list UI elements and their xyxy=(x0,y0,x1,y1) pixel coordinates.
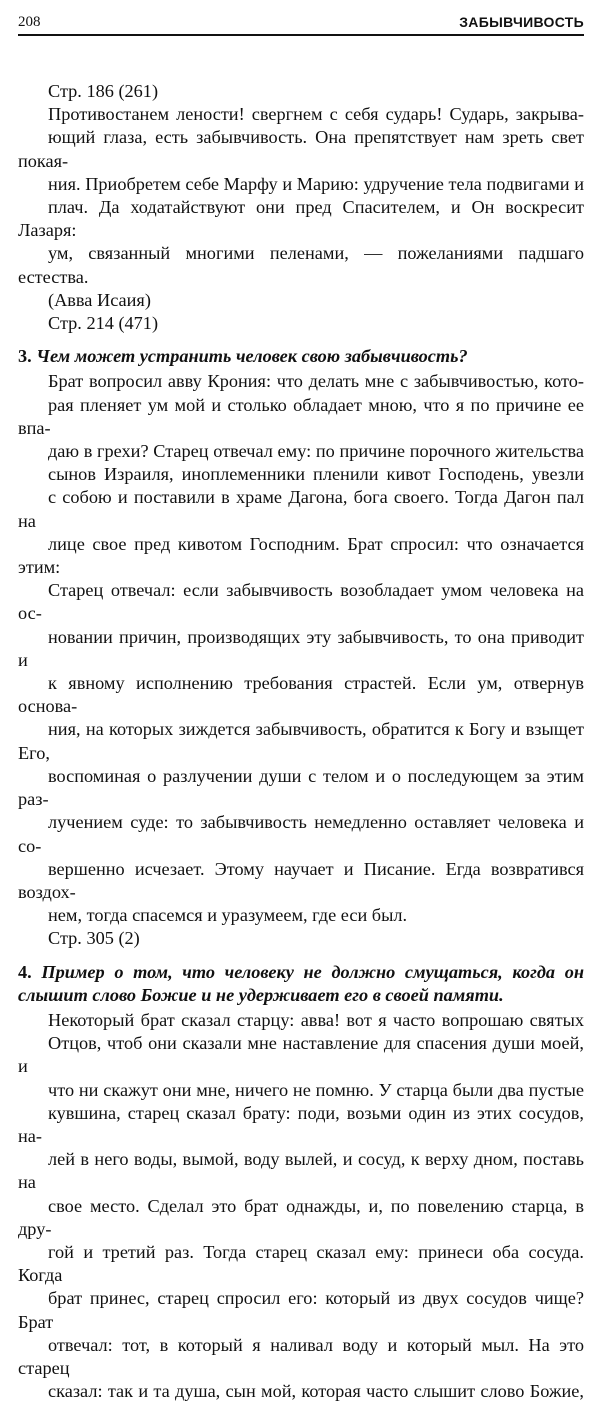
page-number: 208 xyxy=(18,14,41,30)
text-line: Противостанем лености! свергнем с себя сударь! Сударь, закрыва- xyxy=(48,104,584,125)
text-line: лей в него воды, вымой, воду вылей, и сосуд, к верху дном, поставь на xyxy=(18,1149,584,1193)
source-reference: Стр. 214 (471) xyxy=(48,313,159,334)
heading-text: Чем может устранить человек свою забывчивость? xyxy=(36,346,468,367)
paragraph-1 xyxy=(18,103,584,312)
text-line: рая пленяет ум мой и столько обладает мною, что я по причине ее впа- xyxy=(18,394,584,438)
source-reference: Стр. 305 (2) xyxy=(48,928,140,949)
section-title: ЗАБЫВЧИВОСТЬ xyxy=(459,14,584,30)
text-line: сказал: так и та душа, сын мой, которая часто слышит слово Божие, xyxy=(48,1381,584,1402)
section-heading-3 xyxy=(18,345,584,368)
running-header xyxy=(18,8,584,36)
text-line: Некоторый брат сказал старцу: авва! вот я часто вопрошаю святых xyxy=(48,1009,584,1030)
text-line: Старец отвечал: если забывчивость возобладает умом человека на ос- xyxy=(18,580,584,624)
text-line: (Авва Исаия) xyxy=(48,289,151,310)
text-line: даю в грехи? Старец отвечал ему: по причине порочного жительства xyxy=(48,441,584,462)
text-line: свое место. Сделал это брат однажды, и, по повелению старца, в дру- xyxy=(18,1195,584,1239)
text-line: кувшина, старец сказал брату: поди, возьми один из этих сосудов, на- xyxy=(18,1102,584,1146)
text-line: ум, связанный многими пеленами, — пожеланиями падшаго естества. xyxy=(18,243,584,287)
heading-text: Пример о том, что человеку не должно смущаться, когда он xyxy=(41,961,584,982)
source-reference: Стр. 186 (261) xyxy=(48,81,159,101)
text-line: отвечал: тот, в который я наливал воду и который мыл. На это старец xyxy=(18,1334,584,1378)
text-line: брат принес, старец спросил его: который из двух сосудов чище? Брат xyxy=(18,1288,584,1332)
heading-line: слышит слово Божие и не удерживает его в своей памяти. xyxy=(18,984,504,1005)
text-line: лице свое пред кивотом Господним. Брат спросил: что означается этим: xyxy=(18,533,584,578)
paragraph-2 xyxy=(18,370,584,927)
text-line: ния. Приобретем себе Марфу и Марию: удручение тела подвигами и xyxy=(48,173,584,194)
text-line: гой и третий раз. Тогда старец сказал ему: принеси оба сосуда. Когда xyxy=(18,1241,584,1286)
text-line: вершенно исчезает. Этому научает и Писание. Егда возвратився воздох- xyxy=(18,858,584,902)
text-line: с собою и поставили в храме Дагона, бога своего. Тогда Дагон пал на xyxy=(18,487,584,531)
section-heading-4 xyxy=(18,961,584,1007)
paragraph-3 xyxy=(18,1009,584,1403)
heading-number: 4. xyxy=(18,961,32,982)
heading-number: 3. xyxy=(18,346,32,367)
heading-line xyxy=(18,961,584,984)
text-line: новании причин, производящих эту забывчивость, то она приводит и xyxy=(18,626,584,670)
text-line: лучением суде: то забывчивость немедленно оставляет человека и со- xyxy=(18,812,584,856)
text-line: что ни скажут они мне, ничего не помню. У старца были два пустые xyxy=(48,1079,584,1100)
text-line: Отцов, чтоб они сказали мне наставление для спасения души моей, и xyxy=(18,1033,584,1077)
text-line: к явному исполнению требования страстей. Если ум, отвернув основа- xyxy=(18,673,584,717)
text-line: плач. Да ходатайствуют они пред Спасителем, и Он воскресит Лазаря: xyxy=(18,197,584,241)
text-line: Брат вопросил авву Крония: что делать мне с забывчивостью, кото- xyxy=(48,371,584,392)
text-line: ния, на которых зиждется забывчивость, обратится к Богу и взыщет Его, xyxy=(18,719,584,763)
text-line: нем, тогда спасемся и уразумеем, где еси был. xyxy=(48,905,408,926)
text-line: ющий глаза, есть забывчивость. Она препятствует нам зреть свет покая- xyxy=(18,127,584,171)
text-line: воспоминая о разлучении души с телом и о последующем за этим раз- xyxy=(18,765,584,810)
body-text xyxy=(18,80,584,1403)
text-line: сынов Израиля, иноплеменники пленили кивот Господень, увезли xyxy=(48,464,584,485)
book-page xyxy=(18,8,584,1403)
